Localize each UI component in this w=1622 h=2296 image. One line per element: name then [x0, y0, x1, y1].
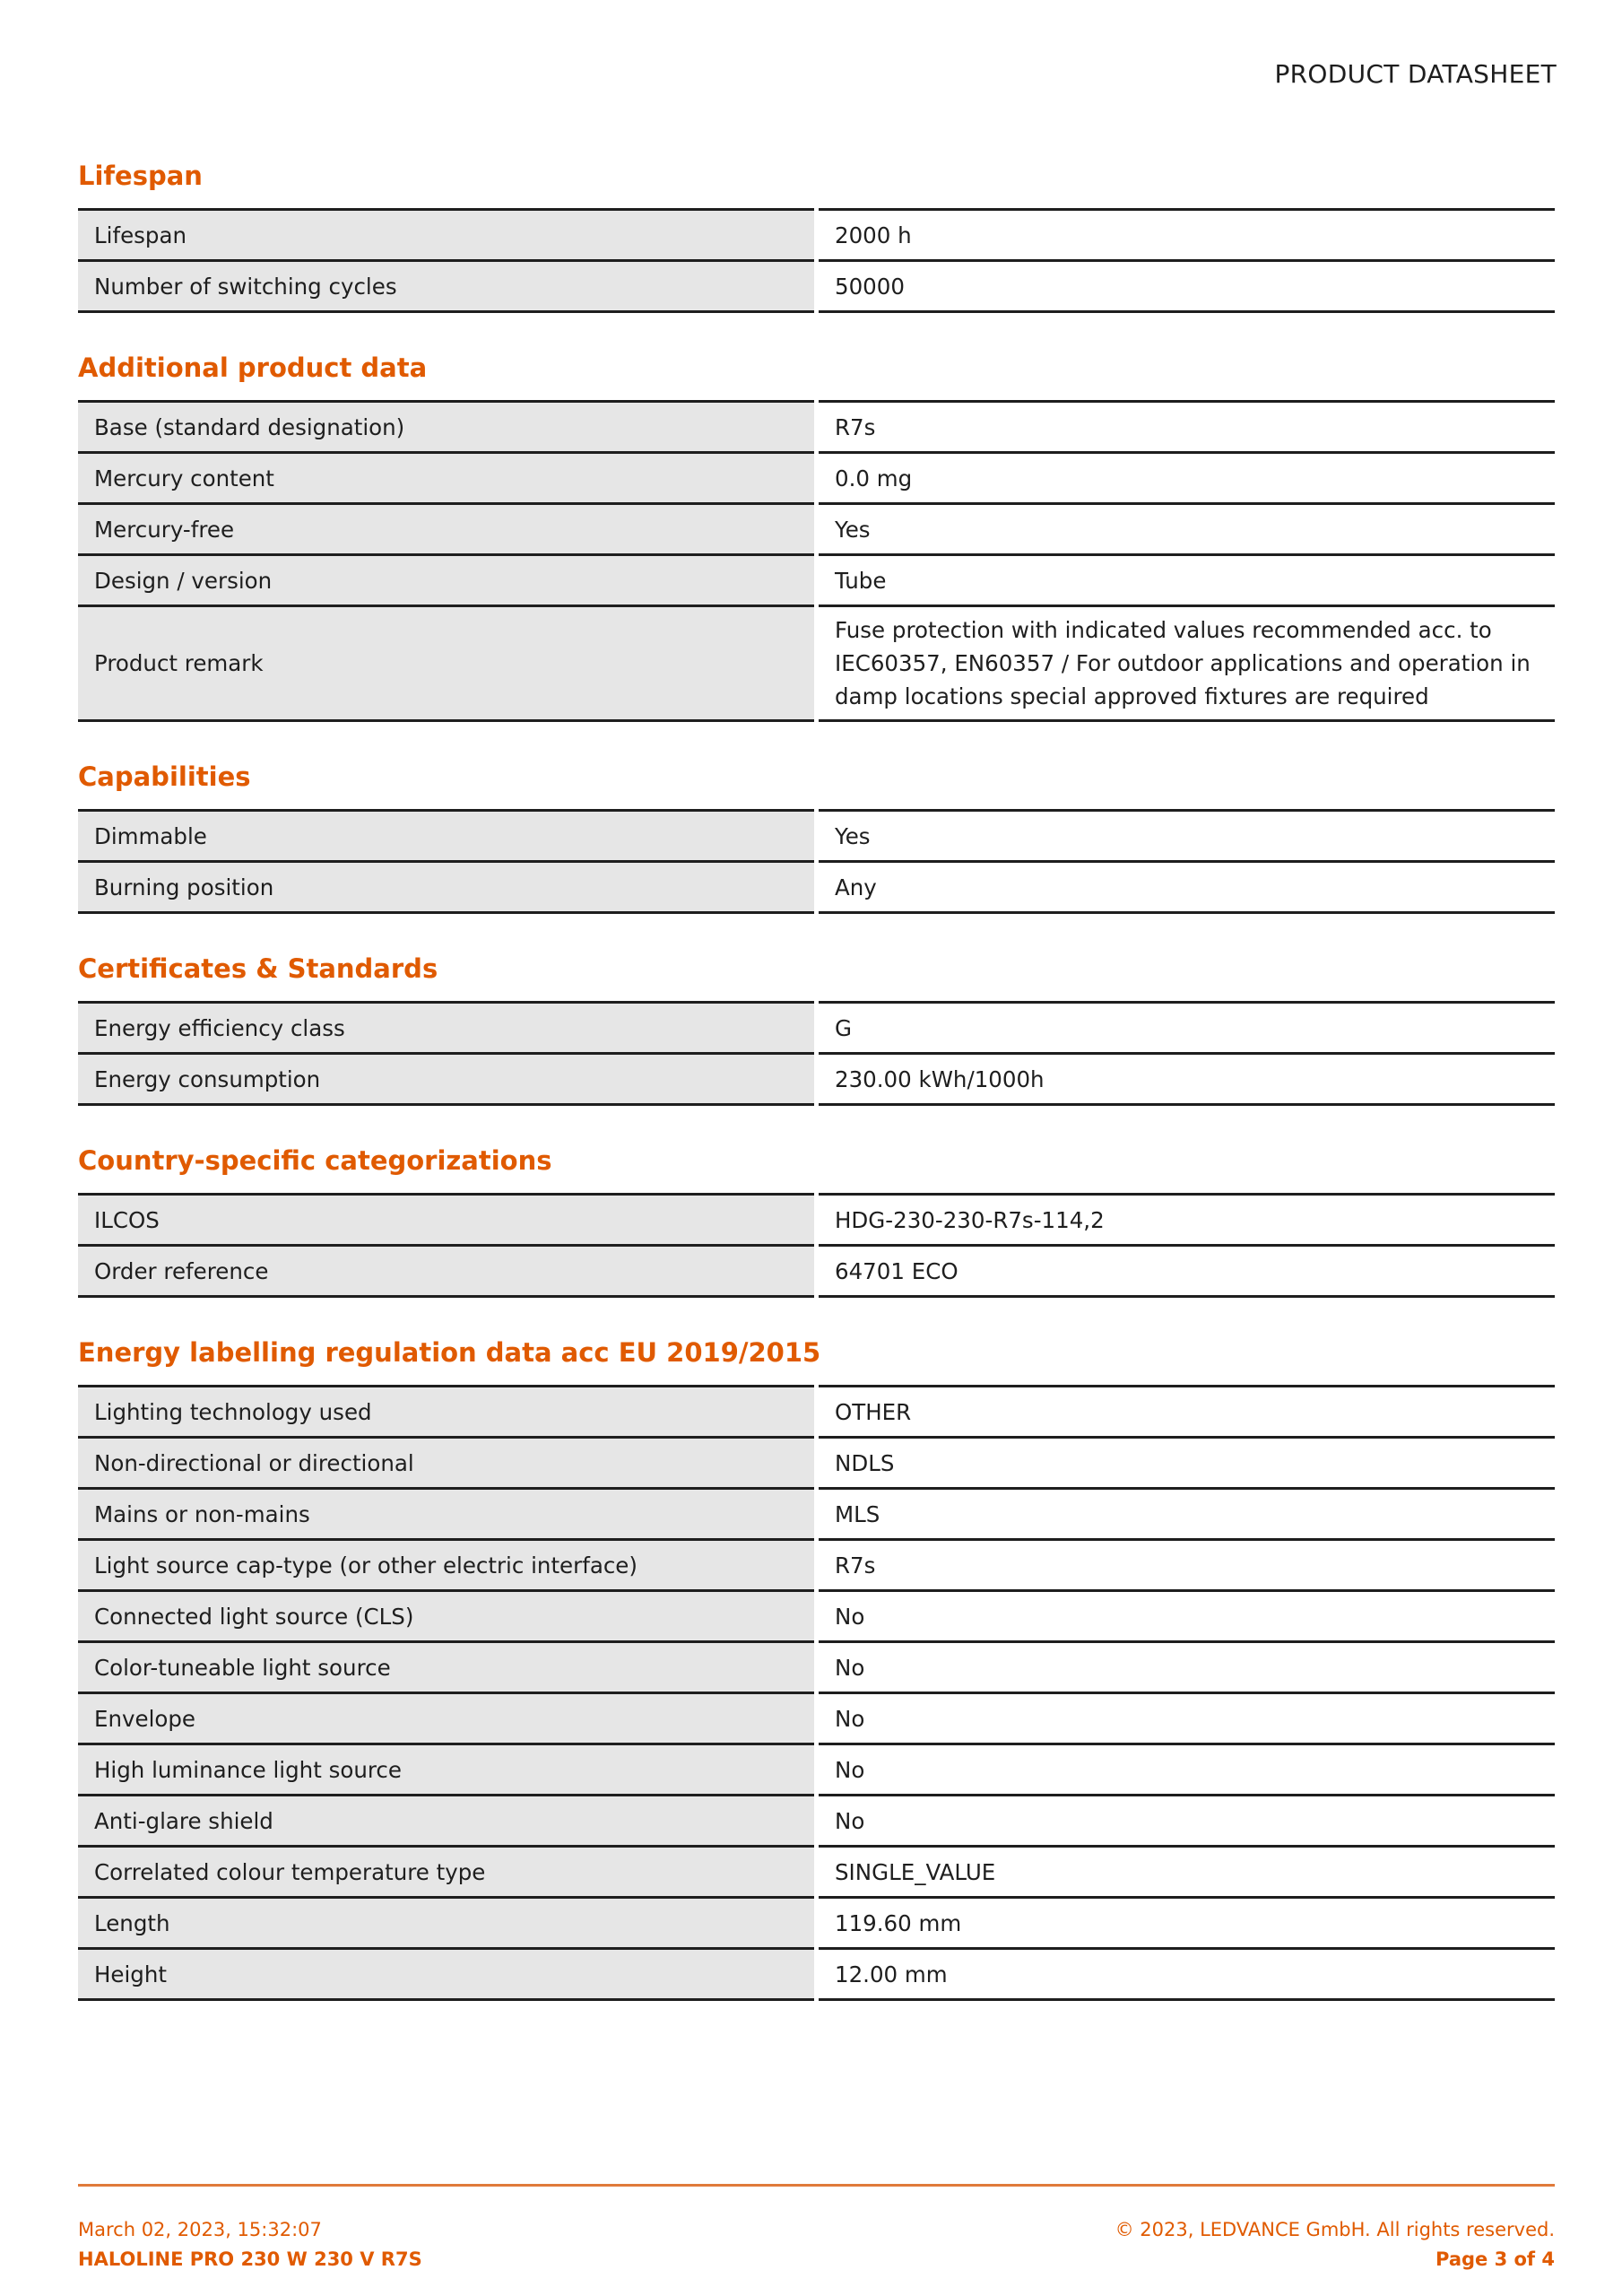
section-title: Lifespan — [78, 161, 203, 191]
section-energy-labelling — [78, 1329, 1555, 2001]
table-row — [78, 862, 1555, 913]
datasheet-content — [78, 152, 1555, 2032]
spec-label: Height — [78, 1949, 817, 2000]
spec-label: Mains or non-mains — [78, 1489, 817, 1540]
table-row — [78, 504, 1555, 555]
spec-label: ILCOS — [78, 1195, 817, 1246]
spec-label: Envelope — [78, 1693, 817, 1744]
table-row — [78, 402, 1555, 453]
spec-value: No — [817, 1693, 1556, 1744]
spec-label: Correlated colour temperature type — [78, 1847, 817, 1898]
section-title: Capabilities — [78, 761, 251, 792]
spec-value: Fuse protection with indicated values recommended acc. to IEC60357, EN60357 / For outdoor applications and operation in damp locations special approved fixtures are required — [817, 606, 1556, 721]
spec-value: 0.0 mg — [817, 453, 1556, 504]
spec-label: Anti-glare shield — [78, 1796, 817, 1847]
spec-label: Energy efficiency class — [78, 1003, 817, 1054]
spec-table — [78, 1385, 1555, 2001]
spec-label: Lighting technology used — [78, 1387, 817, 1438]
table-row — [78, 1246, 1555, 1297]
table-row — [78, 811, 1555, 862]
spec-table — [78, 400, 1555, 722]
table-row — [78, 1898, 1555, 1949]
spec-value: NDLS — [817, 1438, 1556, 1489]
spec-value: 2000 h — [817, 210, 1556, 261]
spec-value: Tube — [817, 555, 1556, 606]
spec-value: G — [817, 1003, 1556, 1054]
table-row — [78, 1195, 1555, 1246]
spec-value: No — [817, 1591, 1556, 1642]
table-row — [78, 1642, 1555, 1693]
spec-value: MLS — [817, 1489, 1556, 1540]
spec-label: Burning position — [78, 862, 817, 913]
table-row — [78, 210, 1555, 261]
section-lifespan — [78, 152, 1555, 313]
table-row — [78, 261, 1555, 312]
footer-page-number: Page 3 of 4 — [1436, 2248, 1555, 2270]
footer — [78, 2215, 1555, 2274]
table-row — [78, 1949, 1555, 2000]
table-row — [78, 1387, 1555, 1438]
spec-value: R7s — [817, 1540, 1556, 1591]
spec-value: 230.00 kWh/1000h — [817, 1054, 1556, 1105]
spec-value: OTHER — [817, 1387, 1556, 1438]
spec-value: 12.00 mm — [817, 1949, 1556, 2000]
section-country-specific — [78, 1137, 1555, 1298]
spec-label: Order reference — [78, 1246, 817, 1297]
spec-label: Mercury content — [78, 453, 817, 504]
spec-value: SINGLE_VALUE — [817, 1847, 1556, 1898]
spec-label: Energy consumption — [78, 1054, 817, 1105]
table-row — [78, 453, 1555, 504]
spec-value: 64701 ECO — [817, 1246, 1556, 1297]
table-row — [78, 1693, 1555, 1744]
spec-label: Mercury-free — [78, 504, 817, 555]
table-row — [78, 555, 1555, 606]
table-row — [78, 1847, 1555, 1898]
table-row — [78, 1744, 1555, 1796]
spec-value: Any — [817, 862, 1556, 913]
spec-label: Dimmable — [78, 811, 817, 862]
spec-label: Product remark — [78, 606, 817, 721]
table-row — [78, 1540, 1555, 1591]
section-additional-product-data — [78, 344, 1555, 722]
spec-value: 50000 — [817, 261, 1556, 312]
spec-table — [78, 1193, 1555, 1298]
table-row — [78, 1003, 1555, 1054]
section-title: Country-specific categorizations — [78, 1145, 552, 1176]
section-capabilities — [78, 753, 1555, 914]
spec-value: R7s — [817, 402, 1556, 453]
section-certificates-standards — [78, 945, 1555, 1106]
spec-label: Color-tuneable light source — [78, 1642, 817, 1693]
section-title: Energy labelling regulation data acc EU 2019/2015 — [78, 1337, 821, 1368]
spec-label: Base (standard designation) — [78, 402, 817, 453]
footer-copyright: © 2023, LEDVANCE GmbH. All rights reserved. — [1115, 2219, 1555, 2240]
spec-label: Lifespan — [78, 210, 817, 261]
spec-value: No — [817, 1642, 1556, 1693]
table-row — [78, 1438, 1555, 1489]
spec-label: Connected light source (CLS) — [78, 1591, 817, 1642]
table-row — [78, 1591, 1555, 1642]
spec-label: Non-directional or directional — [78, 1438, 817, 1489]
spec-label: Design / version — [78, 555, 817, 606]
section-title: Certificates & Standards — [78, 953, 438, 984]
spec-label: Number of switching cycles — [78, 261, 817, 312]
footer-divider — [78, 2184, 1555, 2187]
spec-value: 119.60 mm — [817, 1898, 1556, 1949]
footer-date: March 02, 2023, 15:32:07 — [78, 2219, 322, 2240]
spec-label: High luminance light source — [78, 1744, 817, 1796]
document-type-title: PRODUCT DATASHEET — [1274, 59, 1557, 89]
spec-label: Light source cap-type (or other electric interface) — [78, 1540, 817, 1591]
spec-value: Yes — [817, 504, 1556, 555]
spec-value: Yes — [817, 811, 1556, 862]
spec-table — [78, 1001, 1555, 1106]
table-row — [78, 606, 1555, 721]
table-row — [78, 1489, 1555, 1540]
spec-label: Length — [78, 1898, 817, 1949]
section-title: Additional product data — [78, 352, 428, 383]
spec-value: No — [817, 1796, 1556, 1847]
spec-value: No — [817, 1744, 1556, 1796]
table-row — [78, 1796, 1555, 1847]
spec-value: HDG-230-230-R7s-114,2 — [817, 1195, 1556, 1246]
footer-product-name: HALOLINE PRO 230 W 230 V R7S — [78, 2248, 422, 2270]
spec-table — [78, 809, 1555, 914]
table-row — [78, 1054, 1555, 1105]
spec-table — [78, 208, 1555, 313]
